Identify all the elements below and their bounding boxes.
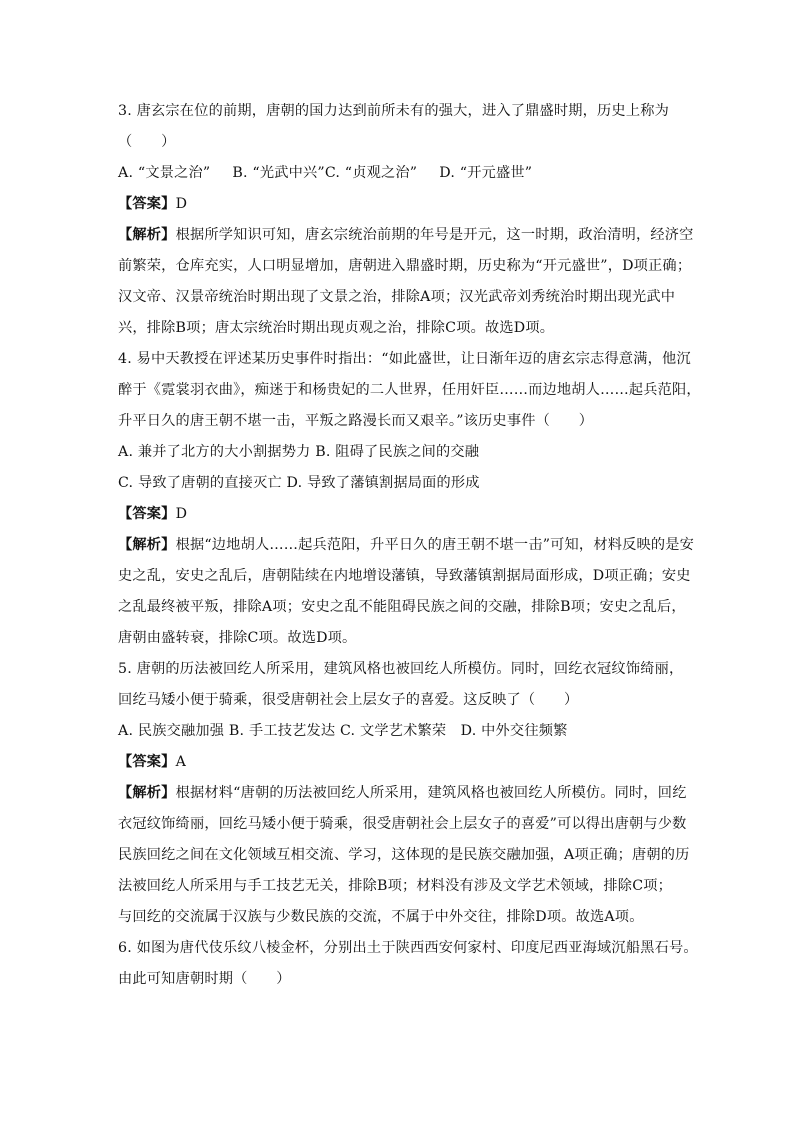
answer-label: 【答案】 [118,196,176,212]
document-page [118,96,701,995]
answer-value: D [175,196,188,212]
question-4 [118,344,701,654]
analysis-line: 唐朝由盛转衰，排除C项。故选D项。 [118,630,357,646]
question-stem-line: 3. 唐玄宗在位的前期，唐朝的国力达到前所未有的强大，进入了鼎盛时期，历史上称为 [118,103,669,119]
analysis-line: 民族回纥之间在文化领域互相交流、学习，这体现的是民族交融加强，A项正确；唐朝的历 [118,847,690,863]
question-stem-line: 由此可知唐朝时期（ ） [118,971,291,987]
answer-value: D [175,506,188,522]
analysis-line: 前繁荣，仓库充实，人口明显增加，唐朝进入鼎盛时期，历史称为“开元盛世”，D项正确； [118,258,692,274]
question-stem-line: 6. 如图为唐代伎乐纹八棱金杯，分别出土于陕西西安何家村、印度尼西亚海域沉船黑石号。 [118,940,698,956]
answer-line [118,189,688,220]
analysis-line: 史之乱，安史之乱后，唐朝陆续在内地增设藩镇，导致藩镇割据局面形成，D项正确；安史 [118,568,691,584]
question-3 [118,96,694,344]
analysis-text: 根据“边地胡人……起兵范阳，升平日久的唐王朝不堪一击”可知，材料反映的是安 [175,537,695,553]
option-a: A. “文景之治” [118,165,211,181]
options-line: A. 民族交融加强 B. 手工技艺发达 C. 文学艺术繁荣 D. 中外交往频繁 [118,723,568,739]
analysis-line: 与回纥的交流属于汉族与少数民族的交流，不属于中外交往，排除D项。故选A项。 [118,909,644,925]
question-stem-line: 醉于《霓裳羽衣曲》，痴迷于和杨贵妃的二人世界，任用奸臣……而边地胡人……起兵范阳， [118,382,701,398]
answer-label: 【答案】 [118,506,176,522]
analysis-line [118,220,694,251]
analysis-line: 兴，排除B项；唐太宗统治时期出现贞观之治，排除C项。故选D项。 [118,320,555,336]
question-6 [118,933,698,995]
answer-line [118,499,688,530]
analysis-line [118,530,695,561]
analysis-label: 【解析】 [118,785,176,801]
question-stem-line: 4. 易中天教授在评述某历史事件时指出：“如此盛世，让日渐年迈的唐玄宗志得意满，他沉 [118,351,691,367]
options-line: A. 兼并了北方的大小割据势力 B. 阻碍了民族之间的交融 [118,444,480,460]
question-stem-line: 升平日久的唐王朝不堪一击，平叛之路漫长而又艰辛。”该历史事件（ ） [118,413,594,429]
analysis-line: 法被回纥人所采用与手工技艺无关，排除B项；材料没有涉及文学艺术领域，排除C项； [118,878,673,894]
option-d: D. “开元盛世” [439,165,533,181]
answer-label: 【答案】 [118,754,176,770]
options-line [118,158,688,189]
analysis-label: 【解析】 [118,227,176,243]
analysis-line: 之乱最终被平叛，排除A项；安史之乱不能阻碍民族之间的交融，排除B项；安史之乱后， [118,599,686,615]
options-line: C. 导致了唐朝的直接灭亡 D. 导致了藩镇割据局面的形成 [118,475,480,491]
analysis-line: 汉文帝、汉景帝统治时期出现了文景之治，排除A项；汉光武帝刘秀统治时期出现光武中 [118,289,676,305]
answer-line [118,747,688,778]
option-b-c: B. “光武中兴”C. “贞观之治” [232,165,418,181]
question-stem-line: 5. 唐朝的历法被回纥人所采用，建筑风格也被回纥人所模仿。同时，回纥衣冠纹饰绮丽， [118,661,684,677]
analysis-line [118,778,688,809]
question-stem-line: 回纥马矮小便于骑乘，很受唐朝社会上层女子的喜爱。这反映了（ ） [118,692,579,708]
answer-value: A [175,754,187,770]
analysis-line: 衣冠纹饰绮丽，回纥马矮小便于骑乘，很受唐朝社会上层女子的喜爱”可以得出唐朝与少数 [118,816,687,832]
analysis-text: 根据材料“唐朝的历法被回纥人所采用，建筑风格也被回纥人所模仿。同时，回纥 [175,785,687,801]
question-stem-line: （ ） [118,134,176,150]
analysis-text: 根据所学知识可知，唐玄宗统治前期的年号是开元，这一时期，政治清明，经济空 [175,227,694,243]
question-5 [118,654,688,933]
analysis-label: 【解析】 [118,537,176,553]
